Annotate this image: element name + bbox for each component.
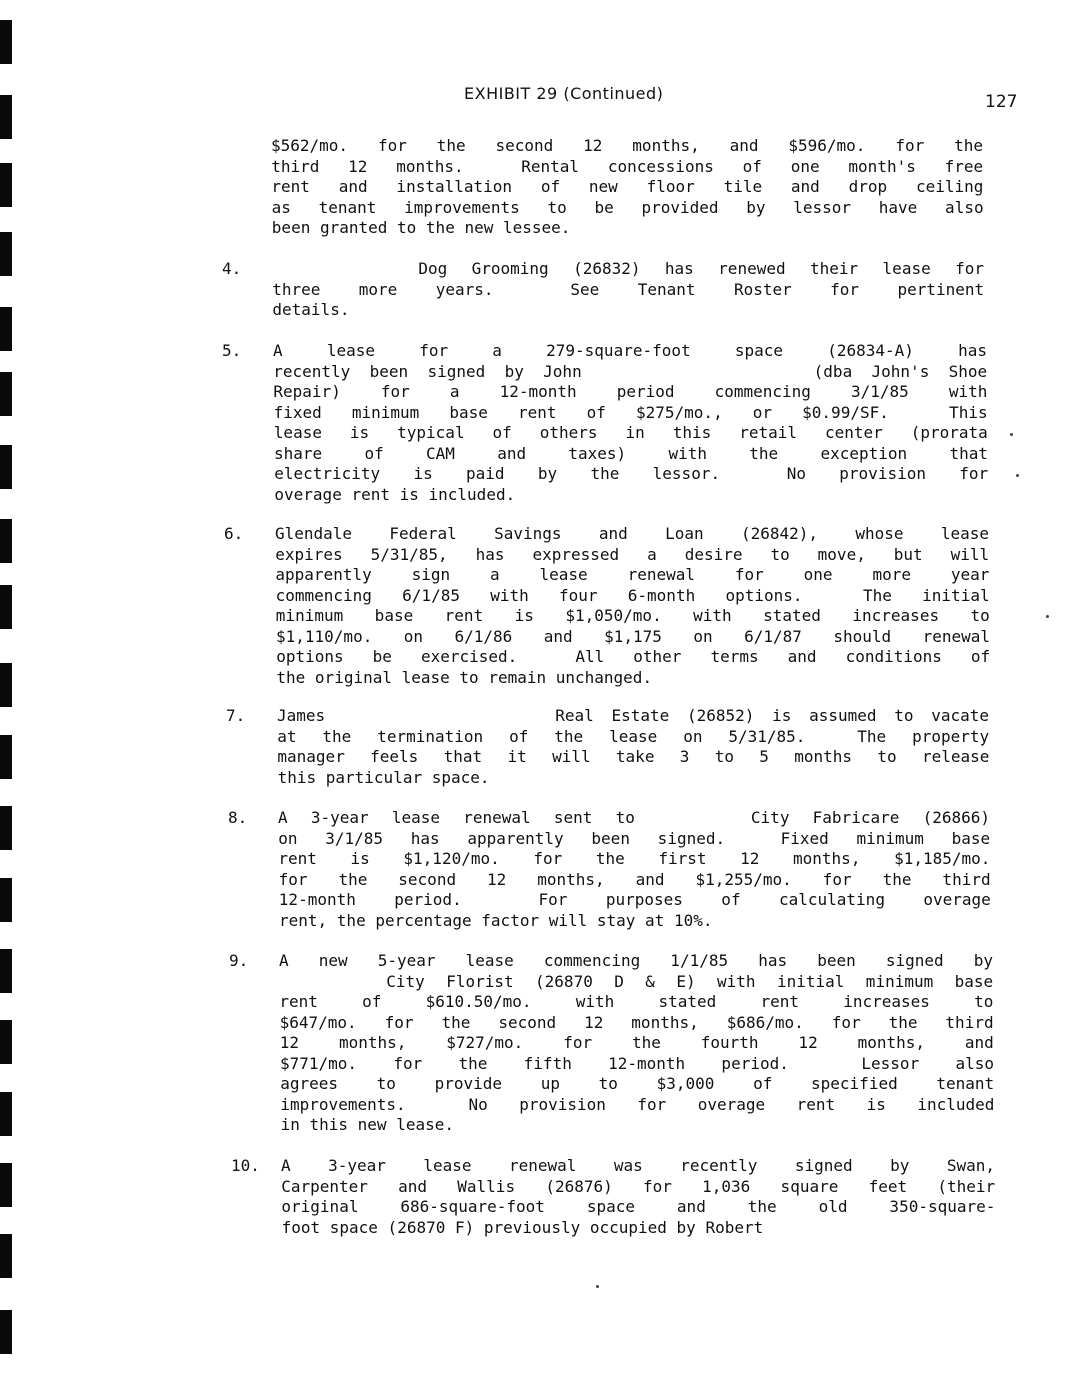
text-line: rent is $1,120/mo. for the first 12 months, $1,185/mo.	[278, 849, 991, 868]
binder-mark	[0, 163, 12, 207]
text-line: electricity is paid by the lessor. No provision for	[274, 464, 989, 483]
binder-mark	[0, 1163, 12, 1207]
text-line: original 686-square-foot space and the old 350-square-	[281, 1197, 996, 1216]
page-number: 127	[985, 92, 1018, 112]
text-line: foot space (26870 F) previously occupied by Robert	[281, 1217, 764, 1237]
text-line: options be exercised. All other terms and conditions of	[276, 647, 991, 666]
binder-mark	[0, 307, 12, 351]
text-line: in this new lease.	[280, 1115, 454, 1134]
text-line: third 12 months. Rental concessions of one month's free	[271, 156, 984, 176]
text-line: lease is typical of others in this retail center (prorata	[273, 423, 988, 442]
binder-mark	[0, 585, 12, 629]
binder-mark	[0, 519, 12, 563]
text-line: minimum base rent is $1,050/mo. with stated increases to	[275, 606, 990, 625]
text-line: three more years. See Tenant Roster for pertinent	[272, 279, 985, 299]
paragraph-number: 4.	[222, 259, 242, 278]
text-line: A new 5-year lease commencing 1/1/85 has been signed by	[279, 951, 993, 970]
binder-mark	[0, 735, 12, 779]
text-line: on 3/1/85 has apparently been signed. Fixed minimum base	[278, 828, 991, 848]
text-line: A 3-year lease renewal was recently signed by Swan,	[281, 1156, 995, 1175]
text-line: City Florist (26870 D & E) with initial minimum base	[279, 971, 994, 991]
text-line: agrees to provide up to $3,000 of specified tenant	[280, 1074, 995, 1093]
binder-mark	[0, 878, 12, 922]
text-line: $771/mo. for the fifth 12-month period. Lessor also	[280, 1053, 994, 1073]
text-line: details.	[272, 300, 350, 319]
text-line: 12 months, $727/mo. for the fourth 12 months, and	[279, 1033, 994, 1052]
paragraph-number: 5.	[222, 341, 242, 360]
text-line: overage rent is included.	[274, 484, 516, 504]
paragraph-number: 8.	[228, 808, 248, 827]
text-line: James Real Estate (26852) is assumed to vacate	[277, 706, 989, 725]
scan-speck	[596, 1285, 599, 1288]
text-line: apparently sign a lease renewal for one more year	[275, 565, 990, 584]
binder-mark	[0, 1310, 12, 1354]
text-line: improvements. No provision for overage rent is included	[280, 1094, 995, 1114]
binder-mark	[0, 1234, 12, 1278]
text-line: Dog Grooming (26832) has renewed their lease for	[272, 259, 984, 278]
binder-mark	[0, 372, 12, 416]
binder-mark	[0, 1092, 12, 1136]
paragraph-number: 7.	[226, 706, 246, 725]
text-line: 12-month period. For purposes of calculating overage	[278, 890, 991, 909]
text-line: rent, the percentage factor will stay at 10%.	[279, 910, 713, 930]
text-line: for the second 12 months, and $1,255/mo. for the third	[278, 869, 991, 889]
binder-mark	[0, 232, 12, 276]
binder-marks	[0, 0, 14, 1380]
text-line: $562/mo. for the second 12 months, and $596/mo. for the	[271, 136, 983, 155]
text-line: Glendale Federal Savings and Loan (26842), whose lease	[275, 524, 989, 543]
text-line: commencing 6/1/85 with four 6-month options. The initial	[275, 585, 990, 605]
binder-mark	[0, 20, 12, 64]
binder-mark	[0, 949, 12, 993]
text-line: Carpenter and Wallis (26876) for 1,036 square feet (their	[281, 1176, 996, 1196]
text-line: as tenant improvements to be provided by lessor have also	[271, 197, 984, 217]
paragraph-number: 10.	[231, 1156, 260, 1175]
text-line: been granted to the new lessee.	[271, 218, 571, 237]
text-line: the original lease to remain unchanged.	[276, 667, 653, 687]
binder-mark	[0, 95, 12, 139]
binder-mark	[0, 445, 12, 489]
scan-speck	[1016, 474, 1019, 477]
exhibit-title: EXHIBIT 29 (Continued)	[464, 84, 664, 103]
text-line: rent and installation of new floor tile and drop ceiling	[271, 177, 984, 196]
text-line: manager feels that it will take 3 to 5 months to release	[277, 747, 990, 766]
text-line: recently been signed by John (dba John's Shoe	[273, 361, 988, 381]
text-line: this particular space.	[277, 767, 490, 787]
text-line: expires 5/31/85, has expressed a desire to move, but will	[275, 544, 990, 564]
text-line: $1,110/mo. on 6/1/86 and $1,175 on 6/1/87 should renewal	[276, 626, 990, 646]
text-line: $647/mo. for the second 12 months, $686/mo. for the third	[279, 1012, 994, 1032]
text-line: Repair) for a 12-month period commencing 3/1/85 with	[273, 382, 988, 401]
text-line: share of CAM and taxes) with the exception that	[274, 443, 988, 463]
text-line: fixed minimum base rent of $275/mo., or $0.99/SF. This	[273, 402, 988, 422]
text-line: A lease for a 279-square-foot space (26834-A) has	[273, 341, 987, 360]
text-line: at the termination of the lease on 5/31/85. The property	[277, 726, 990, 746]
binder-mark	[0, 663, 12, 707]
scan-speck	[1010, 433, 1013, 436]
binder-mark	[0, 806, 12, 850]
binder-mark	[0, 1020, 12, 1064]
text-line: rent of $610.50/mo. with stated rent increases to	[279, 992, 994, 1011]
paragraph-number: 6.	[224, 524, 244, 543]
paragraph-number: 9.	[229, 951, 249, 970]
scan-speck	[1046, 615, 1049, 618]
text-line: A 3-year lease renewal sent to City Fabricare (26866)	[278, 808, 990, 827]
